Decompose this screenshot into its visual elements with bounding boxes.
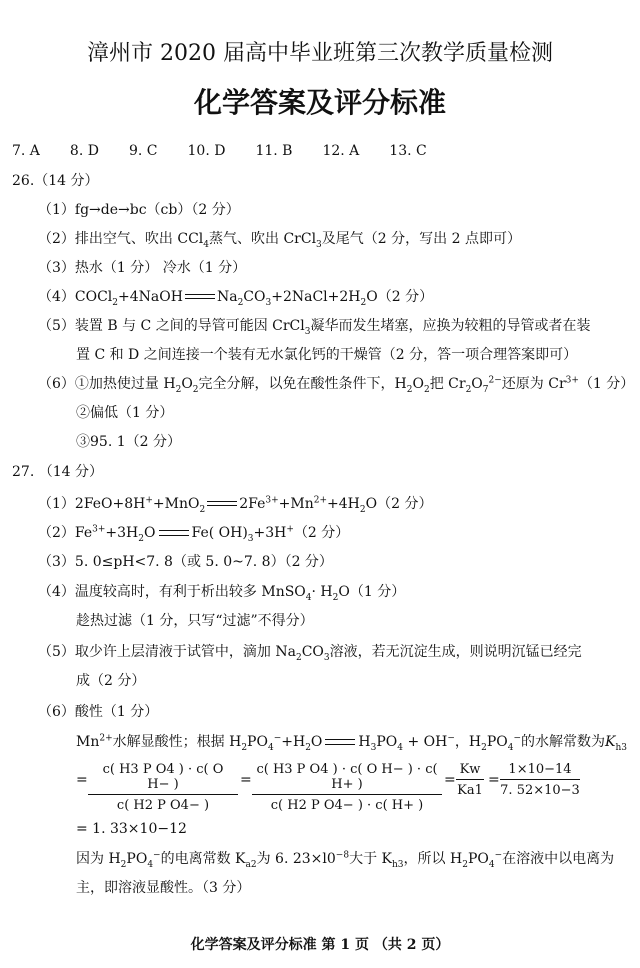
q27-line5b: 成（2 分） [76,673,146,689]
equals-arrow-icon [207,501,237,507]
q27-line1: （1）2FeO+8H++MnO$_2$ $2Fe^{3+}+Mn^{2+}+4H_2O(2$ 分） [38,495,433,515]
fraction-3 [456,762,484,798]
fraction-4-denominator: 7. 52×10−3 [500,783,580,798]
fraction-2-denominator: c( H2 P O4− ) · c( H+ ) [270,798,424,813]
q26-line6a: （6）①加热使过量 $H_2O_2$完全分解，以免在酸性条件下，$H_2O_2$把 $Cr_2O_7^{2-}$还原为 $Cr^{3+}(1$ 分） [38,375,635,395]
q26-line5b: 置 C 和 D 之间连接一个装有无水氯化钙的干燥管（2 分，答一项合理答案即可） [76,347,578,363]
q26-line1: （1）fg→de→bc（cb）（2 分） [38,202,240,218]
answer-9: 9. C [128,143,158,159]
document-subtitle: 化学答案及评分标准 [193,86,446,119]
answer-12: 12. A [322,143,360,159]
q27-heading: 27. （14 分） [12,464,103,480]
equals-arrow-icon [185,294,215,300]
q26-line2: （2）排出空气、吹出 CCl$_4$蒸气、吹出 CrCl$_3$及尾气（2 分，写出 2 点即可） [38,231,521,250]
q26-line3: （3）热水（1 分） 冷水（1 分） [38,260,247,276]
answer-8: 8. D [69,143,99,159]
q27-line6a: （6）酸性（1 分） [38,704,159,720]
answer-13: 13. C [389,143,427,159]
fraction-1-denominator: c( H2 P O4− ) [116,798,210,813]
q27-result: = 1. 33×10−12 [76,821,187,837]
q27-line2: $(2)Fe^{3+}+3H_2O$ Fe( $OH)_3+3H^+(2$ 分） [38,524,350,544]
fraction-4 [500,762,580,798]
q27-line4b: 趁热过滤（1 分，只写“过滤”不得分） [76,613,314,629]
document-title: 漳州市 2020 届高中毕业班第三次教学质量检测 [87,41,553,66]
q26-line6c: ③95. 1（2 分） [76,434,181,450]
fraction-2 [252,762,442,813]
answer-11: 11. B [255,143,293,159]
page-footer: 化学答案及评分标准 第 1 页 （共 2 页） [190,937,450,953]
fraction-4-numerator: 1×10−14 [500,762,580,780]
q26-heading: 26.（14 分） [12,173,99,189]
equilibrium-arrow-icon [159,529,189,537]
equals-sign: = [444,772,456,788]
fraction-3-numerator: Kw [456,762,484,780]
fraction-1 [88,762,238,813]
q27-line7: 因为 $H_2PO_4^-$的电离常数 $K_{a2}$为 6. $23\times l0^{-8}$大于 $K_{h3}$，所以 $H_2PO_4^-$在溶液中以电离为 [76,850,615,870]
q27-line4a: （4）温度较高时，有利于析出较多 MnSO$_4$· $H_2O(1$ 分） [38,584,406,603]
equals-sign: = [240,772,252,788]
fraction-3-denominator: Ka1 [457,783,483,798]
answer-10: 10. D [187,143,226,159]
q27-line3: （3）5. 0≤pH<7. 8（或 5. 0~7. 8）（2 分） [38,554,333,570]
multiple-choice-answers [12,142,457,160]
q27-line5a: （5）取少许上层清液于试管中，滴加 $Na_2CO_3$溶液，若无沉淀生成，则说明沉锰已经完 [38,644,582,663]
q26-line5a: （5）装置 B 与 C 之间的导管可能因 CrCl$_3$凝华而发生堵塞，应换为较粗的导管或者在装 [38,318,591,337]
q27-line8: 主，即溶液显酸性。（3 分） [76,880,251,896]
fraction-1-numerator: c( H3 P O4 ) · c( O H− ) [88,762,238,795]
fraction-2-numerator: c( H3 P O4 ) · c( O H− ) · c( H+ ) [252,762,442,795]
equals-sign: = [488,772,500,788]
q27-line6b: $Mn^{2+}$水解显酸性；根据 $H_2PO_4^-+H_2O$ $H_3PO_4 + OH^-$，$H_2PO_4^-$的水解常数为$K_{h3}$ [76,733,628,753]
q26-line6b: ②偏低（1 分） [76,405,174,421]
answer-7: 7. A [12,143,40,159]
q26-line4: （4）COCl$_2$+4NaOH $Na_2CO_3+2NaCl+2H_2O(2$ 分） [38,289,434,308]
equilibrium-arrow-icon [325,738,355,746]
equals-sign: = [76,772,88,788]
